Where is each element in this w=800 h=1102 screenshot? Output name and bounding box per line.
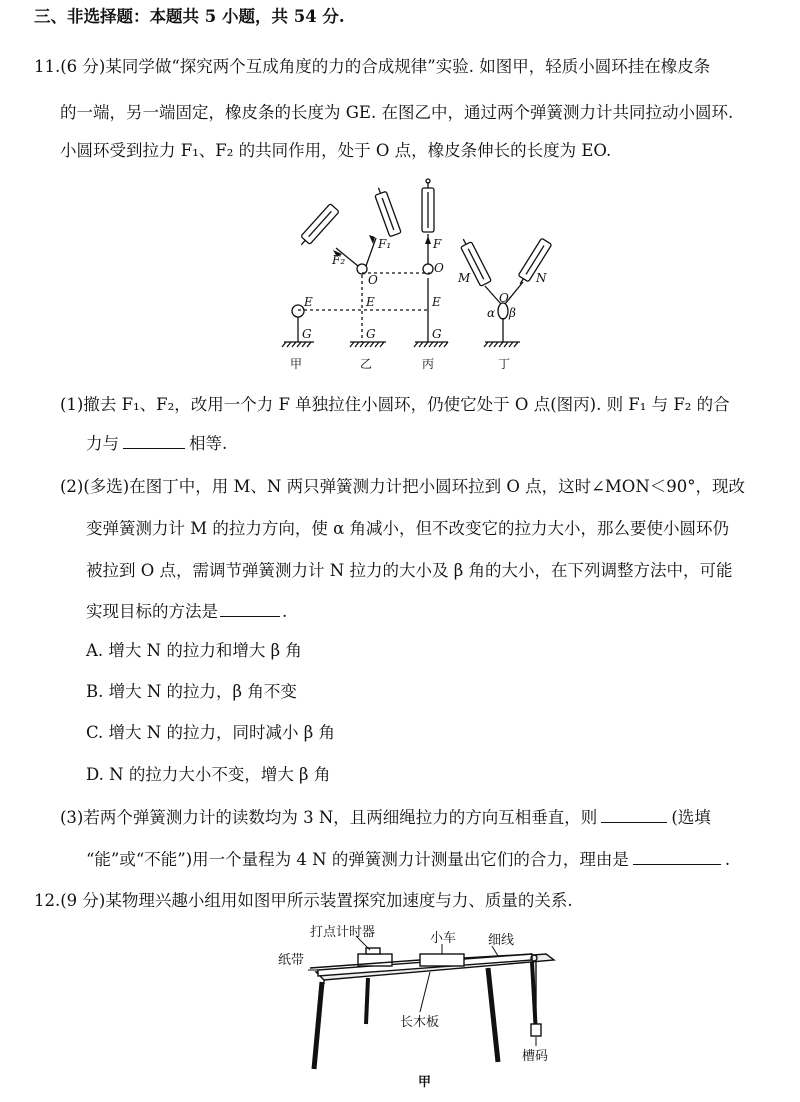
dot-timer-top [366, 948, 380, 954]
label-tape: 纸带 [278, 953, 305, 968]
table-leg-front-left [314, 982, 322, 1069]
q11-part3-answer-blank-2[interactable] [633, 848, 721, 865]
q11-option-b: B. 增大 N 的拉力，β 角不变 [86, 682, 297, 701]
q11-part3-answer-blank-1[interactable] [601, 806, 667, 823]
ring-ding [498, 303, 508, 319]
spring-scale-f2 [297, 204, 339, 249]
spring-scale-f [422, 179, 434, 232]
label-g-bing: G [432, 327, 442, 341]
leader-board [420, 972, 430, 1012]
q11-part1-line-2 [86, 432, 227, 455]
q12-number: 12. [34, 891, 61, 910]
label-alpha: α [487, 306, 496, 320]
q11-stem-line-1 [34, 56, 710, 78]
q11-part2-line-4 [86, 600, 287, 623]
q11-part2-line-2: 变弹簧测力计 M 的拉力方向，使 α 角减小，但不改变它的拉力大小，那么要使小圆环仍 [86, 519, 730, 538]
label-o-yi: O [368, 273, 378, 287]
caption-bing: 丙 [422, 357, 435, 371]
q11-part1-text-b: 相等. [189, 434, 228, 453]
q11-part2-line-1: (2)(多选)在图丁中，用 M、N 两只弹簧测力计把小圆环拉到 O 点，这时∠MON＜90°，现改 [60, 477, 746, 496]
caption-yi: 乙 [360, 357, 373, 371]
ring-jia [292, 305, 304, 317]
q11-part1-line-1: (1)撤去 F₁、F₂，改用一个力 F 单独拉住小圆环，仍使它处于 O 点(图丙). 则 F₁ 与 F₂ 的合 [60, 395, 730, 414]
q11-part2-line-3: 被拉到 O 点，需调节弹簧测力计 N 拉力的大小及 β 角的大小，在下列调整方法中，可能 [86, 561, 733, 580]
caption-jia: 甲 [290, 357, 303, 371]
q11-part2-text-b: . [282, 602, 288, 621]
label-o-ding: O [499, 291, 509, 305]
cart [420, 954, 464, 966]
label-f: F [433, 237, 442, 251]
table-leg-back-left [366, 978, 368, 1024]
q12-score: (9 分) [60, 891, 106, 910]
q11-part3-text-c: “能”或“不能”)用一个量程为 4 N 的弹簧测力计测量出它们的合力，理由是 [86, 850, 629, 869]
q12-stem [34, 890, 573, 912]
label-timer: 打点计时器 [310, 925, 376, 940]
q12-stem-text: 某物理兴趣小组用如图甲所示装置探究加速度与力、质量的关系. [105, 891, 573, 910]
q11-part3-text-a: (3)若两个弹簧测力计的读数均为 3 N，且两细绳拉力的方向互相垂直，则 [60, 808, 598, 827]
label-g-yi: G [366, 327, 376, 341]
ground-jia [282, 342, 314, 347]
q11-stem-line-2: 的一端，另一端固定，橡皮条的长度为 GE. 在图乙中，通过两个弹簧测力计共同拉动小圆环. [60, 103, 734, 122]
string-f1 [366, 238, 376, 266]
label-caption-jia: 甲 [418, 1075, 432, 1090]
q11-part3-text-d: . [724, 850, 731, 869]
q11-stem-text-1: 某同学做“探究两个互成角度的力的合成规律”实验. 如图甲，轻质小圆环挂在橡皮条 [105, 57, 711, 76]
q11-part3-line-2 [86, 848, 730, 871]
q11-option-c: C. 增大 N 的拉力，同时减小 β 角 [86, 723, 335, 742]
label-e-bing: E [432, 295, 441, 309]
section-title: 三、非选择题：本题共 5 小题，共 54 分. [34, 7, 345, 26]
label-weight: 槽码 [522, 1049, 549, 1064]
q11-part1-answer-blank[interactable] [123, 432, 185, 449]
label-f2: F₂ [332, 253, 346, 267]
q11-part3-text-b: (选填 [671, 808, 711, 827]
ground-yi [350, 342, 386, 347]
caption-ding: 丁 [498, 357, 511, 371]
table-leg-front-right [488, 968, 498, 1062]
label-f1: F₁ [378, 237, 392, 251]
q11-part1-text-a: 力与 [86, 434, 119, 453]
q11-option-a: A. 增大 N 的拉力和增大 β 角 [86, 641, 302, 660]
q11-part3-line-1 [60, 806, 711, 829]
ground-ding [484, 342, 520, 347]
label-beta: β [509, 306, 516, 320]
weight [531, 1024, 541, 1036]
q12-figure [270, 924, 570, 1094]
label-board: 长木板 [400, 1015, 440, 1030]
q11-number: 11. [34, 57, 61, 76]
q11-figure [280, 178, 580, 380]
label-e-jia: E [304, 295, 313, 309]
q11-part2-text-a: 实现目标的方法是 [86, 602, 218, 621]
label-g-jia: G [302, 327, 312, 341]
label-string: 细线 [488, 933, 515, 948]
label-cart: 小车 [430, 931, 457, 946]
arrow-f [425, 236, 431, 244]
q11-option-d: D. N 的拉力大小不变，增大 β 角 [86, 765, 331, 784]
q11-part2-answer-blank[interactable] [220, 600, 280, 617]
label-o-bing: O [434, 261, 444, 275]
label-e-yi: E [366, 295, 375, 309]
label-m: M [458, 271, 471, 285]
label-n: N [536, 271, 547, 285]
q11-score: (6 分) [60, 57, 106, 76]
q11-stem-line-3: 小圆环受到拉力 F₁、F₂ 的共同作用，处于 O 点，橡皮条伸长的长度为 EO. [60, 141, 612, 160]
ground-bing [414, 342, 448, 347]
spring-scale-f1 [373, 186, 401, 237]
